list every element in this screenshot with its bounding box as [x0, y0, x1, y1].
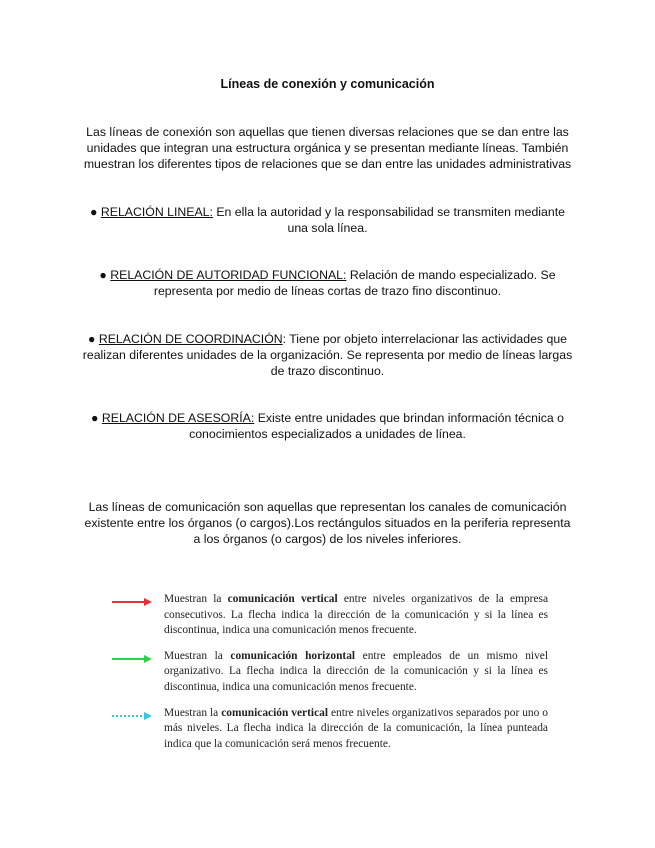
red-arrow-icon — [112, 597, 152, 607]
relation-text: En ella la autoridad y la responsabilidad se transmiten mediante una sola línea. — [212, 205, 565, 235]
bullet: ● — [87, 332, 96, 346]
legend-row-vertical-multilevel — [108, 706, 548, 753]
relation-lineal — [80, 204, 575, 236]
relation-text: : Tiene por objeto interrelacionar las actividades que realizan diferentes unidades de la organización. Se representa por medio de líneas largas de trazo discontinuo. — [82, 332, 573, 378]
relation-asesoria — [80, 410, 575, 442]
legend-text: Muestran la comunicación horizontal entre empleados de un mismo nivel organizativo. La flecha indica la dirección de la comunicación y si la línea es discontinua, indica una comunicación menos frecuente. — [164, 649, 548, 693]
communication-paragraph: Las líneas de comunicación son aquellas que representan los canales de comunicación existente entre los órganos (o cargos).Los rectángulos situados en la periferia representa a los órganos (o cargos) de los niveles inferiores. — [84, 500, 571, 546]
bullet: ● — [91, 411, 99, 425]
legend-row-vertical — [108, 592, 548, 639]
page-title: Líneas de conexión y comunicación — [220, 77, 435, 91]
legend-text: Muestran la comunicación vertical entre niveles organizativos de la empresa consecutivos. La flecha indica la dirección de la comunicación y si la línea es discontinua, indica una comunicación menos frecuente. — [164, 593, 548, 637]
bullet: ● — [90, 205, 98, 219]
relation-text: Relación de mando especializado. Se representa por medio de líneas cortas de trazo fino discontinuo. — [153, 268, 556, 298]
legend-row-horizontal — [108, 649, 548, 696]
legend-text: Muestran la comunicación vertical entre niveles organizativos separados por uno o más niveles. La flecha indica la dirección de la comunicación, la línea punteada indica que la comunicación será menos frecuente. — [164, 706, 548, 750]
relation-autoridad-funcional — [80, 267, 575, 299]
relation-text: Existe entre unidades que brindan información técnica o conocimientos especializados a unidades de línea. — [189, 411, 564, 441]
cyan-dotted-arrow-icon — [112, 711, 152, 721]
relation-coordinacion — [80, 331, 575, 379]
relation-name: RELACIÓN DE ASESORÍA: — [101, 411, 255, 425]
relation-name: RELACIÓN DE AUTORIDAD FUNCIONAL: — [110, 268, 347, 282]
communication-legend — [108, 592, 548, 762]
green-arrow-icon — [112, 654, 152, 664]
intro-paragraph: Las líneas de conexión son aquellas que tienen diversas relaciones que se dan entre las unidades que integran una estructura orgánica y se presentan mediante líneas. También muestran los diferentes tipos de relaciones que se dan entre las unidades administrativas — [83, 125, 572, 171]
relation-name: RELACIÓN DE COORDINACIÓN — [98, 332, 283, 346]
relation-name: RELACIÓN LINEAL: — [100, 205, 213, 219]
bullet: ● — [99, 268, 107, 282]
